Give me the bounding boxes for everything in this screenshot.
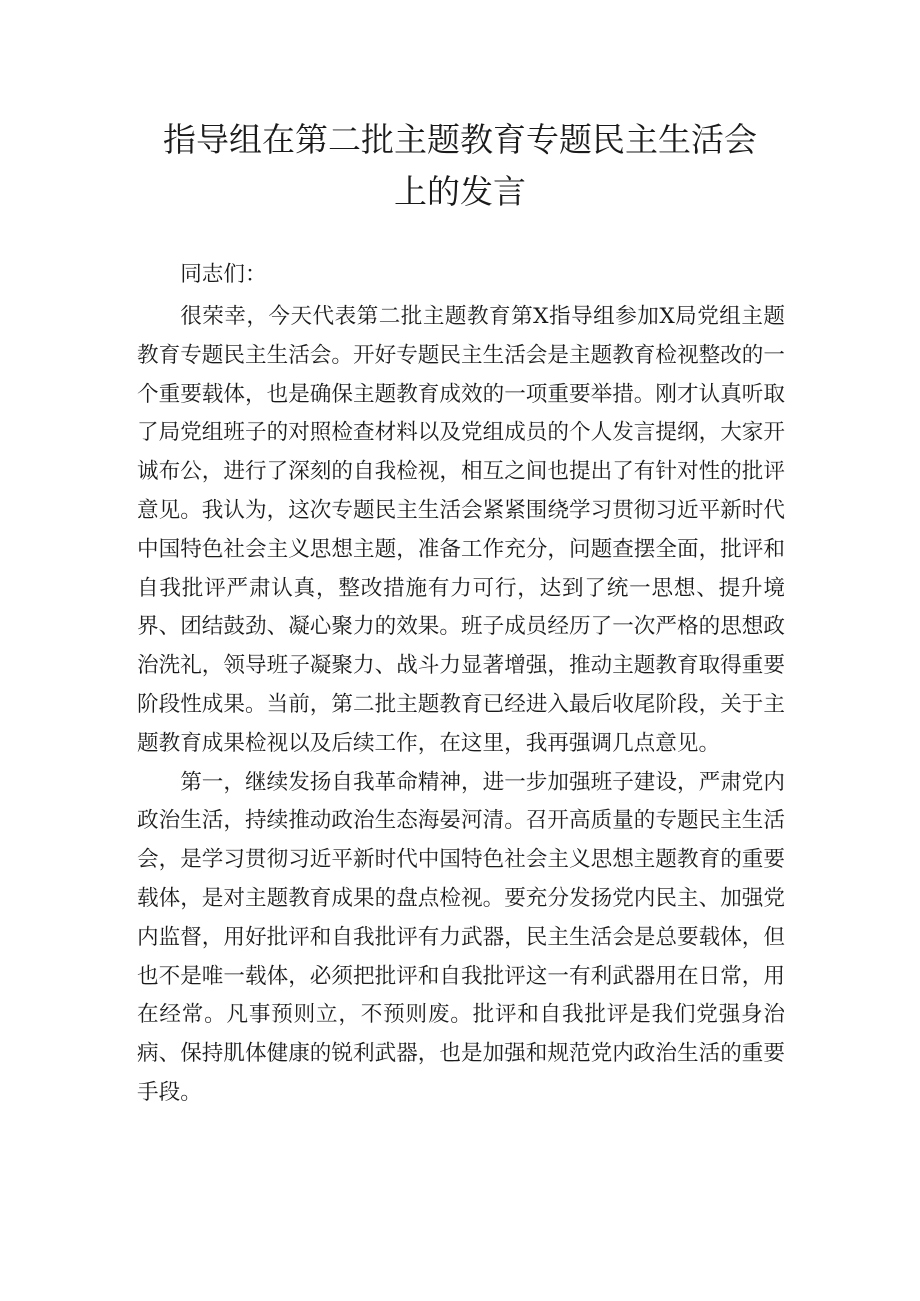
document-title-line-2: 上的发言 — [394, 172, 526, 211]
document-title-line-1: 指导组在第二批主题教育专题民主生活会 — [163, 120, 757, 159]
paragraph-2: 第一，继续发扬自我革命精神，进一步加强班子建设，严肃党内政治生活，持续推动政治生态海晏河清。召开高质量的专题民主生活会，是学习贯彻习近平新时代中国特色社会主义思想主题教育的重要载体，是对主题教育成果的盘点检视。要充分发扬党内民主、加强党内监督，用好批评和自我批评有力武器，民主生活会是总要载体，但也不是唯一载体，必须把批评和自我批评这一有利武器用在日常，用在经常。凡事预则立，不预则废。批评和自我批评是我们党强身治病、保持肌体健康的锐利武器，也是加强和规范党内政治生活的重要手段。 — [137, 769, 785, 1105]
paragraph-1: 很荣幸，今天代表第二批主题教育第X指导组参加X局党组主题教育专题民主生活会。开好专题民主生活会是主题教育检视整改的一个重要载体，也是确保主题教育成效的一项重要举措。刚才认真听取了局党组班子的对照检查材料以及党组成员的个人发言提纲，大家开诚布公，进行了深刻的自我检视，相互之间也提出了有针对性的批评意见。我认为，这次专题民主生活会紧紧围绕学习贯彻习近平新时代中国特色社会主义思想主题，准备工作充分，问题查摆全面，批评和自我批评严肃认真，整改措施有力可行，达到了统一思想、提升境界、团结鼓劲、凝心聚力的效果。班子成员经历了一次严格的思想政治洗礼，领导班子凝聚力、战斗力显著增强，推动主题教育取得重要阶段性成果。当前，第二批主题教育已经进入最后收尾阶段，关于主题教育成果检视以及后续工作，在这里，我再强调几点意见。 — [137, 304, 785, 756]
salutation: 同志们： — [180, 262, 267, 287]
document-body — [137, 298, 785, 1113]
salutation-block — [137, 256, 785, 295]
